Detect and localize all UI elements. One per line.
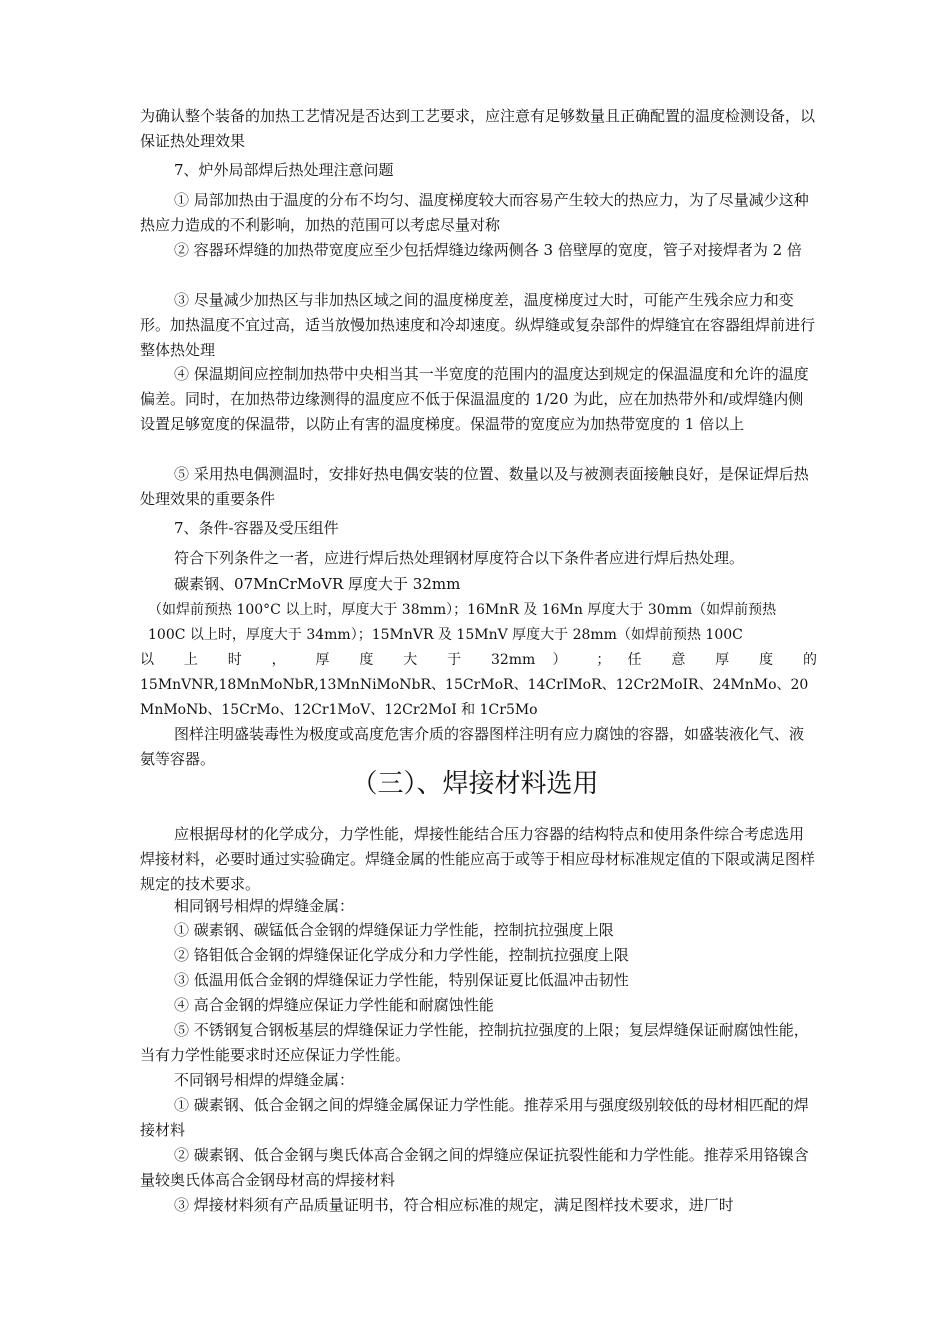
list-item-temperature-gradient: ③ 尽量减少加热区与非加热区域之间的温度梯度差，温度梯度过大时，可能产生残余应力和变形。加热温度不宜过高，适当放慢加热速度和冷却速度。纵焊缝或复杂部件的焊缝宜在容器组焊前进行整体热处理 [140, 291, 816, 359]
list-item-chrome-moly: ② 铬钼低合金钢的焊缝保证化学成分和力学性能，控制抗拉强度上限 [174, 946, 629, 964]
paragraph-different-steel-heading: 不同钢号相焊的焊缝金属： [174, 1071, 355, 1089]
list-item-holding-temperature: ④ 保温期间应控制加热带中央相当其一半宽度的范围内的温度达到规定的保温温度和允许的温度偏差。同时，在加热带边缘测得的温度应不低于保温温度的 1/20 为此，应在加热带外和/或焊缝内侧设置足够宽度的保温带，以防止有害的温度梯度。保温带的宽度应为加热带宽度的 1 倍以上 [140, 365, 809, 433]
list-item-low-temperature: ③ 低温用低合金钢的焊缝保证力学性能，特别保证夏比低温冲击韧性 [174, 971, 629, 989]
section-title-welding-materials: （三）、焊接材料选用 [351, 769, 599, 799]
section-heading-conditions: 7、条件-容器及受压组件 [174, 519, 339, 537]
paragraph-preheat-thickness-line3: 以 上 时 ， 厚 度 大 于 32mm ） ； 任 意 厚 度 的 [140, 652, 817, 668]
paragraph-toxic-media: 图样注明盛装毒性为极度或高度危害介质的容器图样注明有应力腐蚀的容器，如盛装液化气、液氨等容器。 [140, 725, 805, 768]
list-item-clad-plate: ⑤ 不锈钢复合钢板基层的焊缝保证力学性能，控制抗拉强度的上限；复层焊缝保证耐腐蚀性能，当有力学性能要求时还应保证力学性能。 [140, 1021, 809, 1064]
paragraph-steel-grades: 15MnVNR,18MnMoNbR,13MnNiMoNbR、15CrMoR、14CrIMoR、12Cr2MoIR、24MnMo、20MnMoNb、15CrMo、12Cr1MoV、12Cr2MoI 和 1Cr5Mo [140, 677, 809, 718]
paragraph-material-selection: 应根据母材的化学成分，力学性能，焊接性能结合压力容器的结构特点和使用条件综合考虑选用焊接材料，必要时通过实验确定。焊缝金属的性能应高于或等于相应母材标准规定值的下限或满足图样规定的技术要求。 [140, 825, 816, 893]
list-item-thermocouple: ⑤ 采用热电偶测温时，安排好热电偶安装的位置、数量以及与被测表面接触良好，是保证焊后热处理效果的重要条件 [140, 465, 809, 508]
section-heading-local-pwht: 7、炉外局部焊后热处理注意问题 [174, 161, 394, 179]
list-item-carbon-low-alloy: ① 碳素钢、低合金钢之间的焊缝金属保证力学性能。推荐采用与强度级别较低的母材相匹配的焊接材料 [140, 1096, 809, 1139]
list-item-quality-certificate: ③ 焊接材料须有产品质量证明书，符合相应标准的规定，满足图样技术要求，进厂时 [174, 1196, 734, 1214]
paragraph-preheat-thickness: （如焊前预热 100°C 以上时，厚度大于 38mm）；16MnR 及 16Mn 厚度大于 30mm（如焊前预热 100C 以上时，厚度大于 34mm）；15MnVR 及 15MnV 厚度大于 28mm（如焊前预热 100C [148, 602, 777, 643]
list-item-austenitic: ② 碳素钢、低合金钢与奥氏体高合金钢之间的焊缝应保证抗裂性能和力学性能。推荐采用铬镍含量较奥氏体高合金钢母材高的焊接材料 [140, 1146, 809, 1189]
paragraph-carbon-steel-thickness: 碳素钢、07MnCrMoVR 厚度大于 32mm [174, 575, 461, 593]
paragraph-temperature-check: 为确认整个装备的加热工艺情况是否达到工艺要求，应注意有足够数量且正确配置的温度检测设备，以保证热处理效果 [140, 107, 816, 150]
list-item-band-width: ② 容器环焊缝的加热带宽度应至少包括焊缝边缘两侧各 3 倍壁厚的宽度，管子对接焊者为 2 倍 [174, 241, 802, 259]
paragraph-conditions-intro: 符合下列条件之一者，应进行焊后热处理钢材厚度符合以下条件者应进行焊后热处理。 [174, 549, 745, 567]
list-item-high-alloy: ④ 高合金钢的焊缝应保证力学性能和耐腐蚀性能 [174, 996, 494, 1014]
list-item-carbon-manganese: ① 碳素钢、碳锰低合金钢的焊缝保证力学性能，控制抗拉强度上限 [174, 921, 614, 939]
paragraph-same-steel-heading: 相同钢号相焊的焊缝金属： [174, 897, 355, 915]
list-item-local-heating: ① 局部加热由于温度的分布不均匀、温度梯度较大而容易产生较大的热应力，为了尽量减少这种热应力造成的不利影响，加热的范围可以考虑尽量对称 [140, 191, 809, 234]
